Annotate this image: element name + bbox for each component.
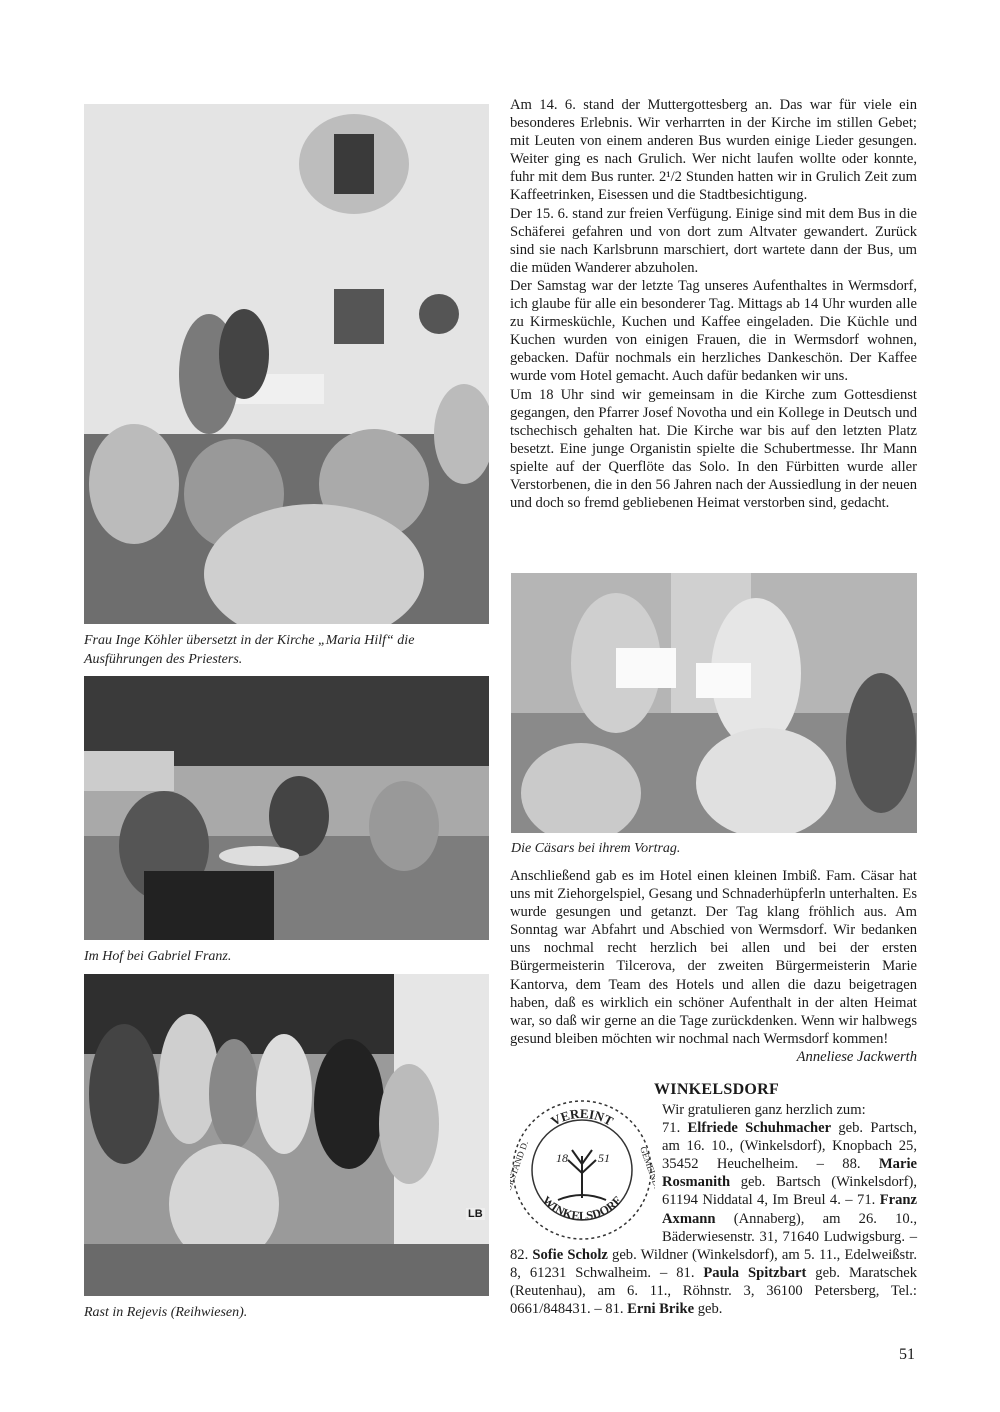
birthday-entry: 82. Sofie Scholz geb. Wildner (Winkelsdorf), am 5. 11., Edelweißstr. 8, 61231 Schwalheim. –	[510, 1246, 917, 1281]
article-text	[510, 96, 917, 512]
author-signature: Anneliese Jackwerth	[796, 1048, 917, 1065]
photo-performance	[511, 573, 917, 833]
seal-float-spacer	[510, 1101, 662, 1245]
birthday-entry: 81. Paula Spitzbart geb. Maratschek (Reutenhau), am 6. 11., Röhnstr. 3, 36100 Petersberg, Tel.: 0661/848431. –	[510, 1264, 918, 1318]
photo-group	[84, 974, 489, 1296]
article-text-continued	[510, 867, 917, 1066]
birthday-list	[510, 1101, 917, 1318]
photo-church	[84, 104, 489, 624]
article-paragraph: Der 15. 6. stand zur freien Verfügung. Einige sind mit dem Bus in die Schäferei gefahren und von dort zum Altvater gewandert. Zurück sind sie nach Karlsbrunn marschiert, dort wartete dann der Bus, um die müden Wanderer abzuholen.	[510, 205, 917, 276]
seal-text-bottom: WINKELSDORF	[539, 1193, 625, 1223]
section-heading-winkelsdorf: WINKELSDORF	[654, 1081, 780, 1098]
photo-courtyard	[84, 676, 489, 940]
photo-performance-caption: Die Cäsars bei ihrem Vortrag.	[511, 841, 681, 856]
photo-courtyard-caption: Im Hof bei Gabriel Franz.	[84, 949, 232, 964]
article-paragraph: Der Samstag war der letzte Tag unseres Aufenthaltes in Wermsdorf, ich glaube für alle ein besonderer Tag. Mittags ab 14 Uhr wurden alle zu Kirmesküchle, Kuchen und Kaffee eingeladen. Die Küchle und Kuchen wurden von einigen Frauen, die in Wermsdorf wohnen, gebacken. Dafür nochmals ein herzliches Dankeschön. Der Kaffee wurde vom Hotel gemacht. Auch dafür bedanken wir uns.	[510, 277, 917, 385]
page-number: 51	[899, 1346, 915, 1363]
birthday-intro: Wir gratulieren ganz herzlich zum:	[662, 1102, 866, 1118]
seal-text-right: GEMEINDE	[638, 1145, 655, 1193]
seal-year-right: 51	[598, 1151, 610, 1165]
birthday-entry: 88. Marie Rosmanith geb. Bartsch (Winkelsdorf), 61194 Niddatal 4, Im Breul 4. –	[662, 1156, 917, 1209]
photo-group-caption: Rast in Rejevis (Reihwiesen).	[84, 1305, 248, 1320]
birthday-entry: 71. Franz Axmann (Annaberg), am 26. 10., Bäderwiesenstr. 31, 71640 Ludwigsburg. –	[662, 1192, 917, 1245]
license-plate: LB	[468, 1208, 483, 1220]
seal-text-top: VEREINT	[548, 1105, 616, 1129]
article-paragraph: Anschließend gab es im Hotel einen kleinen Imbiß. Fam. Cäsar hat uns mit Ziehorgelspiel, Gesang und Schnaderhüpferln unterhalten. Es wurde gesungen und getanzt. Der Tag klang fröhlich aus. Am Sonntag war Abfahrt und Abschied von Wermsdorf. Wir bedanken uns nochmal recht herzlich bei allen und bei der ersten Bürgermeisterin Tilcerova, der zweiten Bürgermeisterin Marie Kantorva, dem Team des Hotels und allen die dazu beigetragen haben, daß es wirklich ein schöner Aufenthalt in der alten Heimat war, so daß wir gerne an die Tage zurückdenken. Wenn wir halbwegs gesund bleiben möchten wir nochmal nach Wermsdorf kommen!	[510, 868, 917, 1047]
birthday-entry: 71. Elfriede Schuhmacher geb. Partsch, am 16. 10., (Winkelsdorf), Knopbach 25, 35452 Heuchelheim. –	[662, 1120, 917, 1173]
birthday-entry: 81. Erni Brike geb.	[605, 1301, 723, 1318]
seal-text-left: VORSTAND D.	[510, 1139, 531, 1199]
seal-year-left: 18	[556, 1151, 568, 1165]
photo-church-caption: Frau Inge Köhler übersetzt in der Kirche „Maria Hilf“ die Ausführungen des Priesters.	[84, 633, 415, 667]
article-paragraph: Um 18 Uhr sind wir gemeinsam in die Kirche zum Gottesdienst gegangen, den Pfarrer Josef Novotha und ein Kollege in Deutsch und tschechisch gehalten hat. Die Kirche war bis auf den letzten Platz besetzt. Eine junge Organistin spielte die Schubertmesse. Ihr Mann spielte auf der Querflöte das Solo. In den Fürbitten wurde aller Verstorbenen, die in den 56 Jahren nach der Aussiedlung in der neuen und doch so fremd gebliebenen Heimat verstorben sind, gedacht.	[510, 386, 917, 512]
article-paragraph: Am 14. 6. stand der Muttergottesberg an. Das war für viele ein besonderes Erlebnis. Wir verharrten in der Kirche im stillen Gebet; mit Leuten von einem anderen Bus wurden einige Lieder gesungen. Weiter ging es nach Grulich. Wer nicht laufen wollte oder konnte, fuhr mit dem Bus runter. 2¹/2 Stunden hatten wir in Grulich Zeit zum Kaffeetrinken, Eisessen und die Stadtbesichtigung.	[510, 97, 917, 204]
